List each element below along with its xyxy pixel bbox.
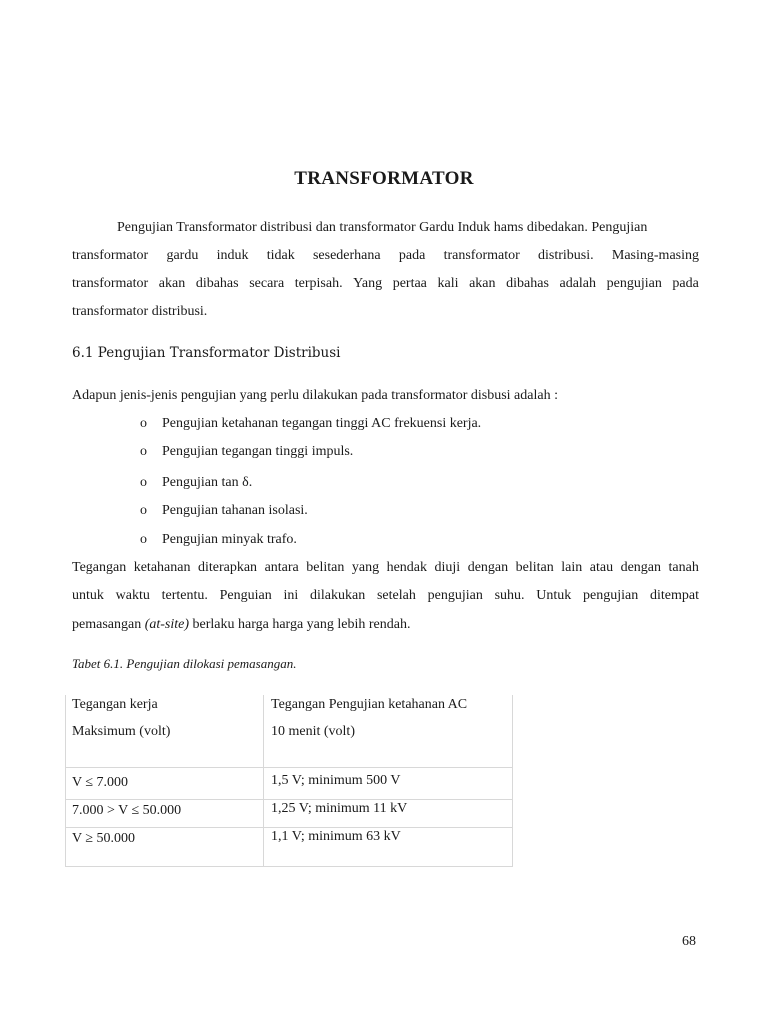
word: ditempat bbox=[650, 588, 699, 603]
word: diterapkan bbox=[197, 560, 258, 575]
word: antara bbox=[264, 560, 299, 575]
word: terpisah. bbox=[294, 276, 343, 291]
word: dibahas bbox=[506, 276, 549, 291]
list-item bbox=[140, 475, 252, 491]
word: transformator bbox=[443, 248, 520, 263]
list-item bbox=[140, 532, 297, 548]
line-text: berlaku harga harga yang lebih rendah. bbox=[189, 617, 411, 632]
word: kali bbox=[437, 276, 459, 291]
word: gardu bbox=[166, 248, 199, 263]
table-cell: 7.000 > V ≤ 50.000 bbox=[72, 803, 182, 818]
table-cell: 1,1 V; minimum 63 kV bbox=[271, 829, 401, 844]
table-border bbox=[512, 695, 513, 867]
table-divider bbox=[65, 827, 513, 828]
table-cell: V ≥ 50.000 bbox=[72, 831, 136, 846]
paragraph-line bbox=[72, 617, 410, 633]
table-border bbox=[65, 866, 513, 867]
word: sesederhana bbox=[312, 248, 381, 263]
word: dilakukan bbox=[310, 588, 366, 603]
table-divider bbox=[65, 767, 513, 768]
section-heading: 6.1 Pengujian Transformator Distribusi bbox=[72, 345, 341, 361]
word: pengujian bbox=[606, 276, 662, 291]
word: yang bbox=[351, 560, 380, 575]
word: secara bbox=[249, 276, 285, 291]
table-divider bbox=[65, 799, 513, 800]
table-cell: V ≤ 7.000 bbox=[72, 775, 129, 790]
word: dibahas bbox=[195, 276, 239, 291]
word: pengujian bbox=[427, 588, 483, 603]
word: pada bbox=[398, 248, 426, 263]
list-bullet: o bbox=[140, 475, 147, 490]
list-item-text: Pengujian minyak trafo. bbox=[162, 532, 297, 547]
word: pengujian bbox=[583, 588, 639, 603]
word: dengan bbox=[467, 560, 509, 575]
paragraph-line bbox=[72, 560, 699, 576]
word: tertentu. bbox=[161, 588, 208, 603]
list-bullet: o bbox=[140, 532, 147, 547]
word: atau bbox=[589, 560, 614, 575]
paragraph-line: Pengujian Transformator distribusi dan transformator Gardu Induk hams dibedakan. Pengujian bbox=[117, 220, 648, 235]
word: transformator bbox=[72, 248, 149, 263]
list-item-text: Pengujian tahanan isolasi. bbox=[162, 503, 308, 518]
paragraph-line bbox=[72, 248, 699, 264]
paragraph-line: transformator distribusi. bbox=[72, 304, 208, 319]
word: waktu bbox=[115, 588, 150, 603]
paragraph-line bbox=[72, 276, 699, 292]
table-divider bbox=[263, 695, 264, 867]
word: Tegangan bbox=[72, 560, 127, 575]
word: Yang bbox=[353, 276, 383, 291]
list-item-text: Pengujian ketahanan tegangan tinggi AC frekuensi kerja. bbox=[162, 416, 482, 431]
list-item-text: Pengujian tan δ. bbox=[162, 475, 253, 490]
word: dengan bbox=[620, 560, 662, 575]
word: pertaa bbox=[392, 276, 427, 291]
paragraph-line bbox=[72, 588, 699, 604]
word: tidak bbox=[266, 248, 295, 263]
word: akan bbox=[158, 276, 186, 291]
word: adalah bbox=[559, 276, 597, 291]
word: tanah bbox=[668, 560, 699, 575]
table-header-cell: 10 menit (volt) bbox=[271, 724, 355, 739]
table-header-cell: Maksimum (volt) bbox=[72, 724, 171, 739]
word: belitan bbox=[515, 560, 554, 575]
word: ketahanan bbox=[133, 560, 191, 575]
table-header-cell: Tegangan kerja bbox=[72, 697, 158, 712]
word: diuji bbox=[434, 560, 461, 575]
table-cell: 1,25 V; minimum 11 kV bbox=[271, 801, 408, 816]
word: lain bbox=[561, 560, 583, 575]
table-border bbox=[65, 695, 66, 867]
word: hendak bbox=[386, 560, 428, 575]
list-item bbox=[140, 444, 353, 460]
word: Untuk bbox=[536, 588, 572, 603]
word: suhu. bbox=[494, 588, 525, 603]
word: Penguian bbox=[219, 588, 272, 603]
list-bullet: o bbox=[140, 444, 147, 459]
word: distribusi. bbox=[538, 248, 594, 263]
word: setelah bbox=[376, 588, 416, 603]
word: transformator bbox=[72, 276, 149, 291]
table-caption: Tabet 6.1. Pengujian dilokasi pemasangan. bbox=[72, 656, 297, 671]
list-item-text: Pengujian tegangan tinggi impuls. bbox=[162, 444, 354, 459]
list-bullet: o bbox=[140, 503, 147, 518]
word: belitan bbox=[306, 560, 345, 575]
word: pada bbox=[672, 276, 699, 291]
table-cell: 1,5 V; minimum 500 V bbox=[271, 773, 401, 788]
line-text: pemasangan bbox=[72, 617, 145, 632]
page-number: 68 bbox=[682, 934, 696, 949]
word: Masing-masing bbox=[611, 248, 699, 263]
voltage-table bbox=[65, 695, 513, 867]
word: untuk bbox=[72, 588, 104, 603]
word: induk bbox=[216, 248, 249, 263]
list-item bbox=[140, 503, 308, 519]
table-header-cell: Tegangan Pengujian ketahanan AC bbox=[271, 697, 468, 712]
list-bullet: o bbox=[140, 416, 147, 431]
page-title: TRANSFORMATOR bbox=[294, 168, 474, 189]
list-intro: Adapun jenis-jenis pengujian yang perlu dilakukan pada transformator disbusi adalah : bbox=[72, 388, 558, 403]
word: ini bbox=[283, 588, 299, 603]
list-item bbox=[140, 416, 481, 432]
line-text-italic: (at-site) bbox=[144, 617, 190, 632]
word: akan bbox=[469, 276, 496, 291]
